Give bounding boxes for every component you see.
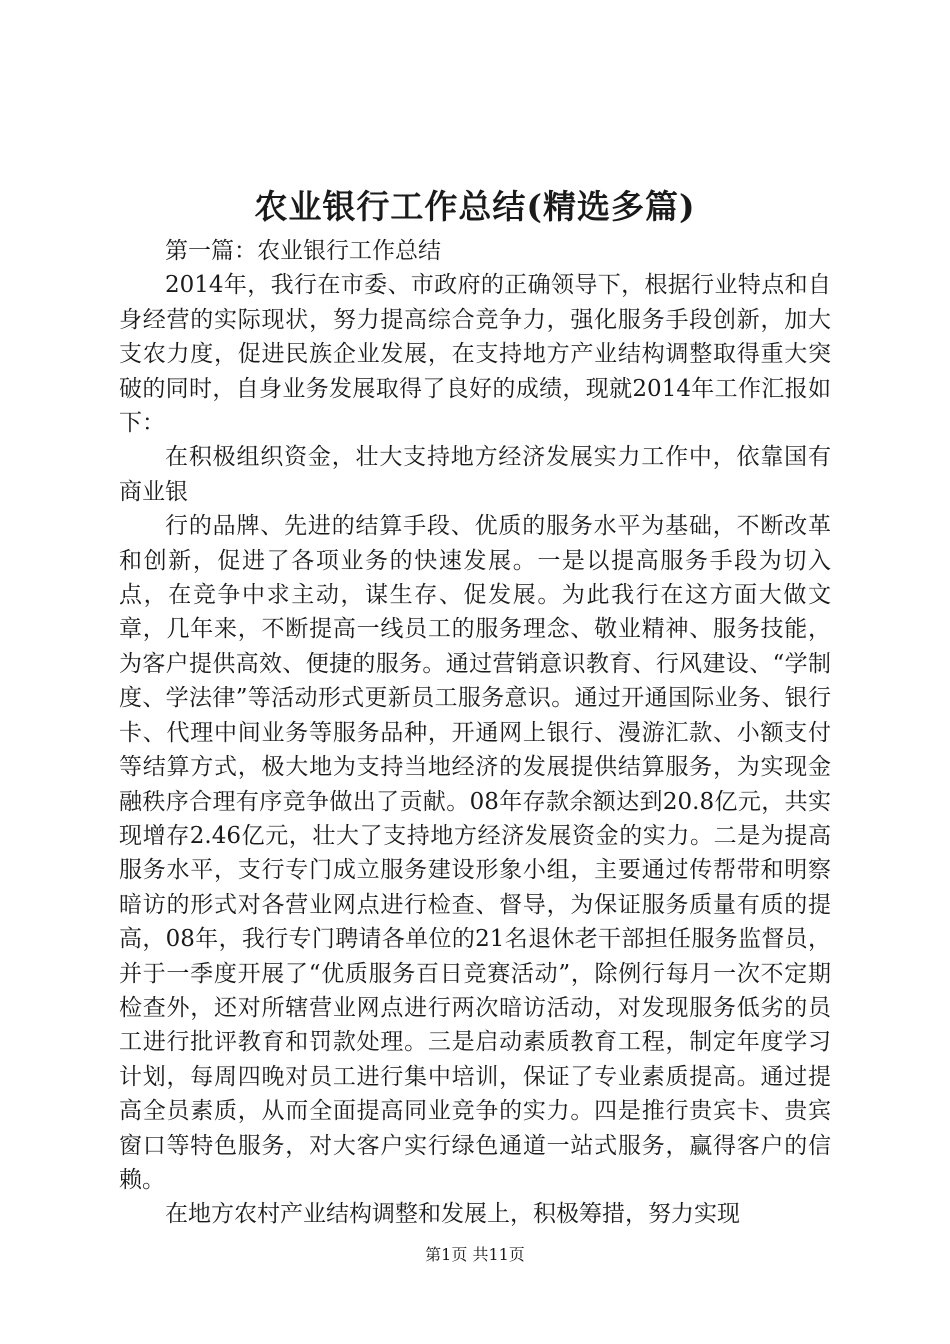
body-paragraph: 行的品牌、先进的结算手段、优质的服务水平为基础，不断改革和创新，促进了各项业务的快速发展。一是以提高服务手段为切入点，在竞争中求主动，谋生存、促发展。为此我行在这方面大做文章，几年来，不断提高一线员工的服务理念、敬业精神、服务技能，为客户提供高效、便捷的服务。通过营销意识教育、行风建设、“学制度、学法律”等活动形式更新员工服务意识。通过开通国际业务、银行卡、代理中间业务等服务品种，开通网上银行、漫游汇款、小额支付等结算方式，极大地为支持当地经济的发展提供结算服务，为实现金融秩序合理有序竞争做出了贡献。08年存款余额达到20.8亿元，共实现增存2.46亿元，壮大了支持地方经济发展资金的实力。二是为提高服务水平，支行专门成立服务建设形象小组，主要通过传帮带和明察暗访的形式对各营业网点进行检查、督导，为保证服务质量有质的提高，08年，我行专门聘请各单位的21名退休老干部担任服务监督员，并于一季度开展了“优质服务百日竞赛活动”，除例行每月一次不定期检查外，还对所辖营业网点进行两次暗访活动，对发现服务低劣的员工进行批评教育和罚款处理。三是启动素质教育工程，制定年度学习计划，每周四晚对员工进行集中培训，保证了专业素质提高。通过提高全员素质，从而全面提高同业竞争的实力。四是推行贵宾卡、贵宾窗口等特色服务，对大客户实行绿色通道一站式服务，赢得客户的信赖。 <box>119 513 831 1193</box>
body-paragraph: 2014年，我行在市委、市政府的正确领导下，根据行业特点和自身经营的实际现状，努力提高综合竞争力，强化服务手段创新，加大支农力度，促进民族企业发展，在支持地方产业结构调整取得重大突破的同时，自身业务发展取得了良好的成绩，现就2014年工作汇报如下： <box>119 272 831 437</box>
page-number-footer: 第1页 共11页 <box>425 1245 525 1264</box>
document-title: 农业银行工作总结(精选多篇) <box>254 187 696 226</box>
body-paragraph: 在积极组织资金，壮大支持地方经济发展实力工作中，依靠国有商业银 <box>119 444 831 505</box>
body-paragraph: 在地方农村产业结构调整和发展上，积极筹措，努力实现 <box>165 1201 740 1228</box>
document-body <box>119 234 831 1232</box>
section-heading: 第一篇：农业银行工作总结 <box>165 238 441 264</box>
